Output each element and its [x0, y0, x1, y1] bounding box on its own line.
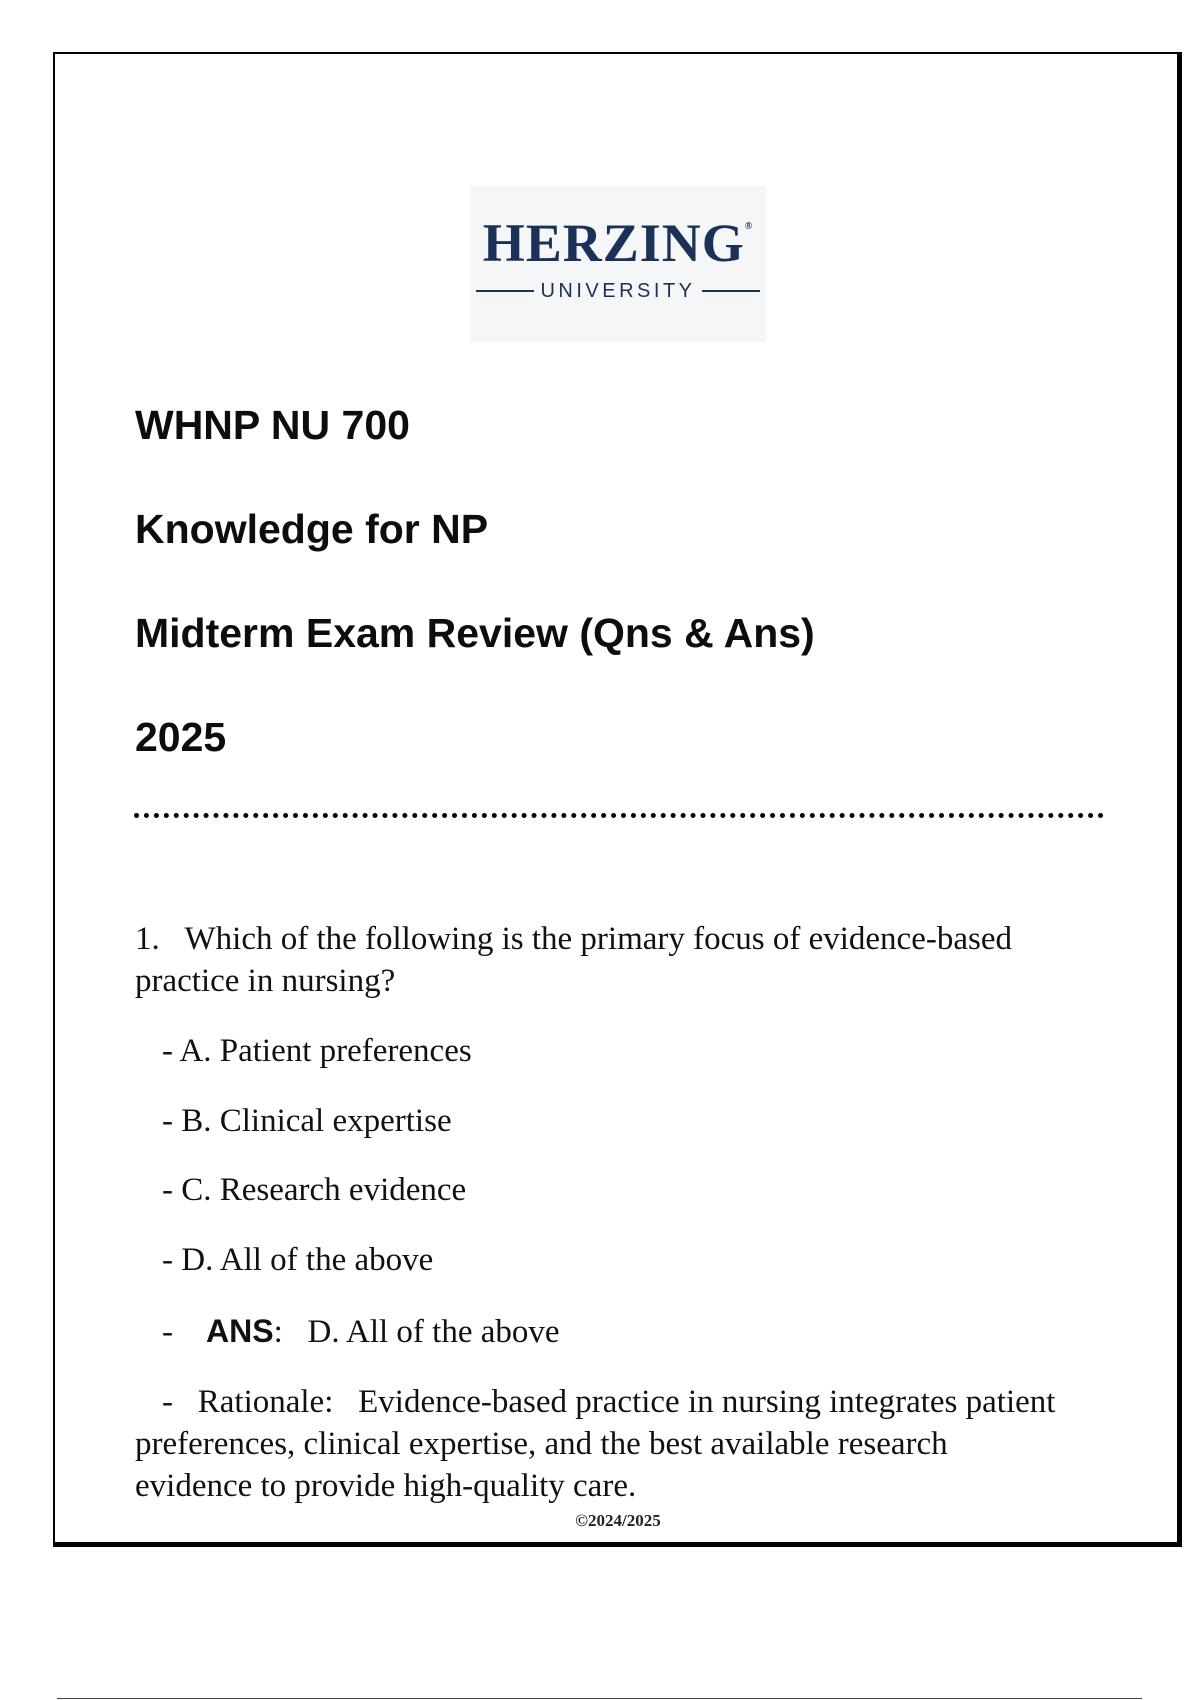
- herzing-university-logo: [470, 186, 766, 342]
- answer-dash: -: [162, 1314, 173, 1350]
- logo-wordmark: HERZING®: [482, 213, 754, 273]
- course-code-title: WHNP NU 700: [135, 402, 410, 448]
- dotted-separator: [134, 813, 1104, 818]
- logo-subtitle: UNIVERSITY: [540, 280, 696, 302]
- exam-title: Midterm Exam Review (Qns & Ans): [135, 610, 815, 656]
- answer-label: ANS: [206, 1313, 274, 1349]
- rationale: [135, 1381, 1065, 1507]
- answer-line: [162, 1310, 560, 1353]
- option-b: - B. Clinical expertise: [162, 1103, 452, 1139]
- bottom-rule: [57, 1698, 1142, 1699]
- logo-subtitle-row: [476, 281, 760, 301]
- answer-value: D. All of the above: [307, 1314, 560, 1350]
- logo-rule-left: [476, 290, 534, 292]
- subject-title: Knowledge for NP: [135, 506, 489, 552]
- option-a: - A. Patient preferences: [162, 1033, 472, 1069]
- question-text: Which of the following is the primary focus of evidence-based practice in nursing?: [135, 921, 1012, 999]
- question-1: [135, 918, 1065, 1002]
- rationale-text: Evidence-based practice in nursing integrates patient preferences, clinical expertise, and the best available research evidence to provide high-quality care.: [135, 1384, 1056, 1504]
- rationale-dash: -: [162, 1384, 173, 1420]
- logo-rule-right: [702, 290, 760, 292]
- answer-colon: :: [273, 1314, 283, 1350]
- year-title: 2025: [135, 714, 227, 760]
- question-number: 1.: [135, 921, 160, 957]
- option-d: - D. All of the above: [162, 1242, 434, 1278]
- rationale-label: Rationale:: [197, 1384, 334, 1420]
- copyright-notice: ©2024/2025: [575, 1511, 661, 1530]
- option-c: - C. Research evidence: [162, 1172, 467, 1208]
